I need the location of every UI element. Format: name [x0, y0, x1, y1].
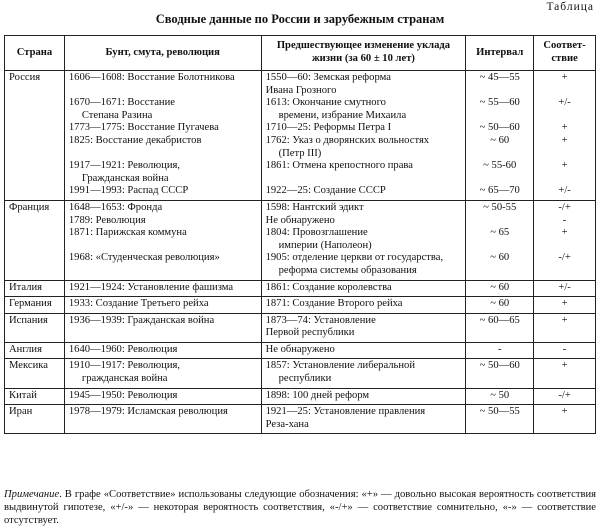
cell-line: -: [497, 343, 502, 355]
cell-country: Италия: [5, 280, 65, 297]
table-row: [5, 388, 596, 405]
cell-line: 1991—1993: Распад СССР: [68, 185, 189, 197]
cell-line: 1710—25: Реформы Петра I: [265, 122, 392, 134]
cell-country: Франция: [5, 200, 65, 280]
cell-line: 1922—25: Создание СССР: [265, 185, 386, 197]
cell-country: Испания: [5, 313, 65, 342]
cell-line: Степана Разина: [81, 109, 153, 121]
cell-line: ~ 60: [490, 252, 510, 264]
cell-line: ~ 50: [490, 389, 510, 401]
cell-line: -: [562, 343, 567, 355]
cell-country: Китай: [5, 388, 65, 405]
cell-revolt: [64, 405, 261, 434]
cell-line: [538, 240, 591, 253]
cell-revolt: [64, 359, 261, 388]
cell-line: +: [561, 72, 568, 83]
cell-line: +: [561, 406, 568, 418]
cell-country: Иран: [5, 405, 65, 434]
cell-line: ~ 60: [490, 281, 510, 293]
cell-line: +/-: [558, 185, 571, 197]
cell-line: +: [561, 298, 568, 310]
header-interval: Интервал: [466, 36, 534, 71]
cell-revolt: [64, 342, 261, 359]
cell-line: 1861: Создание королевства: [265, 281, 392, 293]
summary-table: [4, 35, 596, 434]
cell-line: [266, 173, 462, 186]
table-row: [5, 280, 596, 297]
cell-change: [261, 342, 466, 359]
header-row: [5, 36, 596, 71]
header-country: Страна: [5, 36, 65, 71]
cell-revolt: [64, 313, 261, 342]
table-row: [5, 71, 596, 201]
cell-line: 1670—1671: Восстание: [68, 97, 175, 109]
cell-interval: [466, 405, 534, 434]
cell-line: -/+: [558, 252, 571, 264]
cell-interval: [466, 313, 534, 342]
cell-line: 1550—60: Земская реформа: [265, 72, 391, 83]
cell-line: 1917—1921: Революция,: [68, 160, 181, 172]
cell-revolt: [64, 388, 261, 405]
cell-line: 1933: Создание Третьего рейха: [68, 298, 209, 310]
table-title: Сводные данные по России и зарубежным странам: [155, 12, 445, 26]
cell-interval: [466, 71, 534, 201]
cell-line: гражданская война: [81, 373, 168, 385]
cell-revolt: [64, 297, 261, 314]
cell-change: [261, 71, 466, 201]
cell-line: ~ 50-55: [483, 201, 517, 213]
cell-line: 1598: Нантский эдикт: [265, 201, 364, 213]
cell-revolt: [64, 71, 261, 201]
table-row: [5, 200, 596, 280]
cell-line: Реза-хана: [265, 418, 309, 430]
cell-line: +: [561, 134, 568, 146]
cell-line: ~ 50—60: [479, 360, 520, 372]
cell-line: 1640—1960: Революция: [68, 343, 178, 355]
cell-line: 1921—25: Установление правления: [265, 406, 426, 418]
cell-revolt: [64, 200, 261, 280]
cell-line: +/-: [558, 97, 571, 109]
cell-change: [261, 280, 466, 297]
header-revolt: Бунт, смута, революция: [64, 36, 261, 71]
cell-country: Мексика: [5, 359, 65, 388]
cell-interval: [466, 342, 534, 359]
cell-line: ~ 60—65: [479, 314, 520, 326]
cell-line: 1898: 100 дней реформ: [265, 389, 370, 401]
cell-match: [534, 200, 596, 280]
cell-line: (Петр III): [278, 147, 322, 159]
cell-line: 1936—1939: Гражданская война: [68, 314, 215, 326]
cell-line: +/-: [558, 281, 571, 293]
cell-line: [470, 110, 529, 123]
cell-line: +: [561, 360, 568, 372]
cell-line: [470, 240, 529, 253]
cell-line: [69, 85, 257, 98]
cell-line: реформа системы образования: [278, 264, 417, 276]
cell-line: -/+: [558, 201, 571, 213]
cell-line: времени, избрание Михаила: [278, 109, 407, 121]
cell-line: 1825: Восстание декабристов: [68, 134, 202, 146]
cell-line: Не обнаружено: [265, 214, 335, 226]
table-row: [5, 359, 596, 388]
cell-line: ~ 65—70: [479, 185, 520, 197]
cell-line: 1857: Установление либеральной: [265, 360, 416, 372]
cell-line: ~ 55—60: [479, 97, 520, 109]
cell-line: [470, 215, 529, 228]
cell-line: +: [561, 160, 568, 172]
cell-line: [538, 173, 591, 186]
cell-match: [534, 297, 596, 314]
footnote: [4, 488, 596, 527]
cell-line: 1921—1924: Установление фашизма: [68, 281, 234, 293]
cell-line: 1613: Окончание смутного: [265, 97, 386, 109]
cell-line: [538, 265, 591, 278]
table-caption: Таблица: [546, 1, 594, 13]
cell-change: [261, 405, 466, 434]
cell-change: [261, 313, 466, 342]
cell-match: [534, 313, 596, 342]
cell-line: 1804: Провозглашение: [265, 227, 368, 239]
cell-match: [534, 280, 596, 297]
cell-line: ~ 60: [490, 298, 510, 310]
cell-line: Гражданская война: [81, 172, 169, 184]
cell-line: [470, 85, 529, 98]
table-body: [5, 71, 596, 434]
cell-match: [534, 405, 596, 434]
cell-line: ~ 65: [490, 227, 510, 239]
cell-match: [534, 388, 596, 405]
cell-revolt: [64, 280, 261, 297]
footnote-text: . В графе «Соответствие» использованы следующие обозначения: «+» — довольно высокая вероятность соответствия выдвинутой гипотезе, «+/-» — некоторая вероятность соответствия, «-/+» — соответствие сомнительно, «-» — соответствие отсутствует.: [4, 489, 596, 526]
header-match: Соответ- ствие: [534, 36, 596, 71]
cell-line: 1789: Революция: [68, 214, 146, 226]
cell-line: 1910—1917: Революция,: [68, 360, 181, 372]
cell-interval: [466, 280, 534, 297]
cell-line: Не обнаружено: [265, 343, 335, 355]
cell-line: [538, 85, 591, 98]
cell-line: [69, 265, 257, 278]
table-row: [5, 405, 596, 434]
cell-line: империи (Наполеон): [278, 239, 372, 251]
cell-change: [261, 388, 466, 405]
cell-interval: [466, 388, 534, 405]
cell-line: 1648—1653: Фронда: [68, 201, 163, 213]
cell-line: ~ 60: [490, 134, 510, 146]
cell-line: [69, 240, 257, 253]
cell-line: -/+: [558, 389, 571, 401]
cell-match: [534, 71, 596, 201]
cell-line: [538, 148, 591, 161]
cell-line: 1606—1608: Восстание Болотникова: [68, 72, 235, 83]
cell-line: ~ 50—55: [479, 406, 520, 418]
cell-country: Германия: [5, 297, 65, 314]
cell-line: +: [561, 227, 568, 239]
cell-line: [470, 265, 529, 278]
cell-line: 1905: отделение церкви от государства,: [265, 252, 444, 264]
cell-line: [538, 110, 591, 123]
cell-interval: [466, 297, 534, 314]
cell-match: [534, 359, 596, 388]
cell-change: [261, 297, 466, 314]
cell-line: 1762: Указ о дворянских вольностях: [265, 134, 430, 146]
cell-line: [470, 148, 529, 161]
cell-line: 1978—1979: Исламская революция: [68, 406, 228, 418]
cell-interval: [466, 359, 534, 388]
cell-line: -: [562, 214, 567, 226]
cell-line: 1968: «Студенческая революция»: [68, 252, 220, 264]
cell-line: [470, 173, 529, 186]
table-row: [5, 297, 596, 314]
table-row: [5, 313, 596, 342]
table-row: [5, 342, 596, 359]
cell-line: республики: [278, 373, 332, 385]
cell-line: Ивана Грозного: [265, 84, 337, 96]
cell-line: ~ 50—60: [479, 122, 520, 134]
cell-line: Первой республики: [265, 327, 355, 339]
cell-line: ~ 55-60: [483, 160, 517, 172]
cell-match: [534, 342, 596, 359]
cell-line: ~ 45—55: [479, 72, 520, 83]
cell-line: 1861: Отмена крепостного права: [265, 160, 413, 172]
header-change: Предшествующее изменение уклада жизни (за 60 ± 10 лет): [261, 36, 466, 71]
cell-change: [261, 200, 466, 280]
cell-country: Англия: [5, 342, 65, 359]
cell-country: Россия: [5, 71, 65, 201]
footnote-label: Примечание: [4, 489, 60, 500]
cell-line: 1873—74: Установление: [265, 314, 376, 326]
cell-line: +: [561, 122, 568, 134]
cell-line: 1871: Создание Второго рейха: [265, 298, 403, 310]
cell-interval: [466, 200, 534, 280]
cell-line: [69, 148, 257, 161]
cell-line: 1871: Парижская коммуна: [68, 227, 187, 239]
cell-line: +: [561, 314, 568, 326]
cell-line: 1945—1950: Революция: [68, 389, 178, 401]
cell-line: 1773—1775: Восстание Пугачева: [68, 122, 219, 134]
cell-change: [261, 359, 466, 388]
